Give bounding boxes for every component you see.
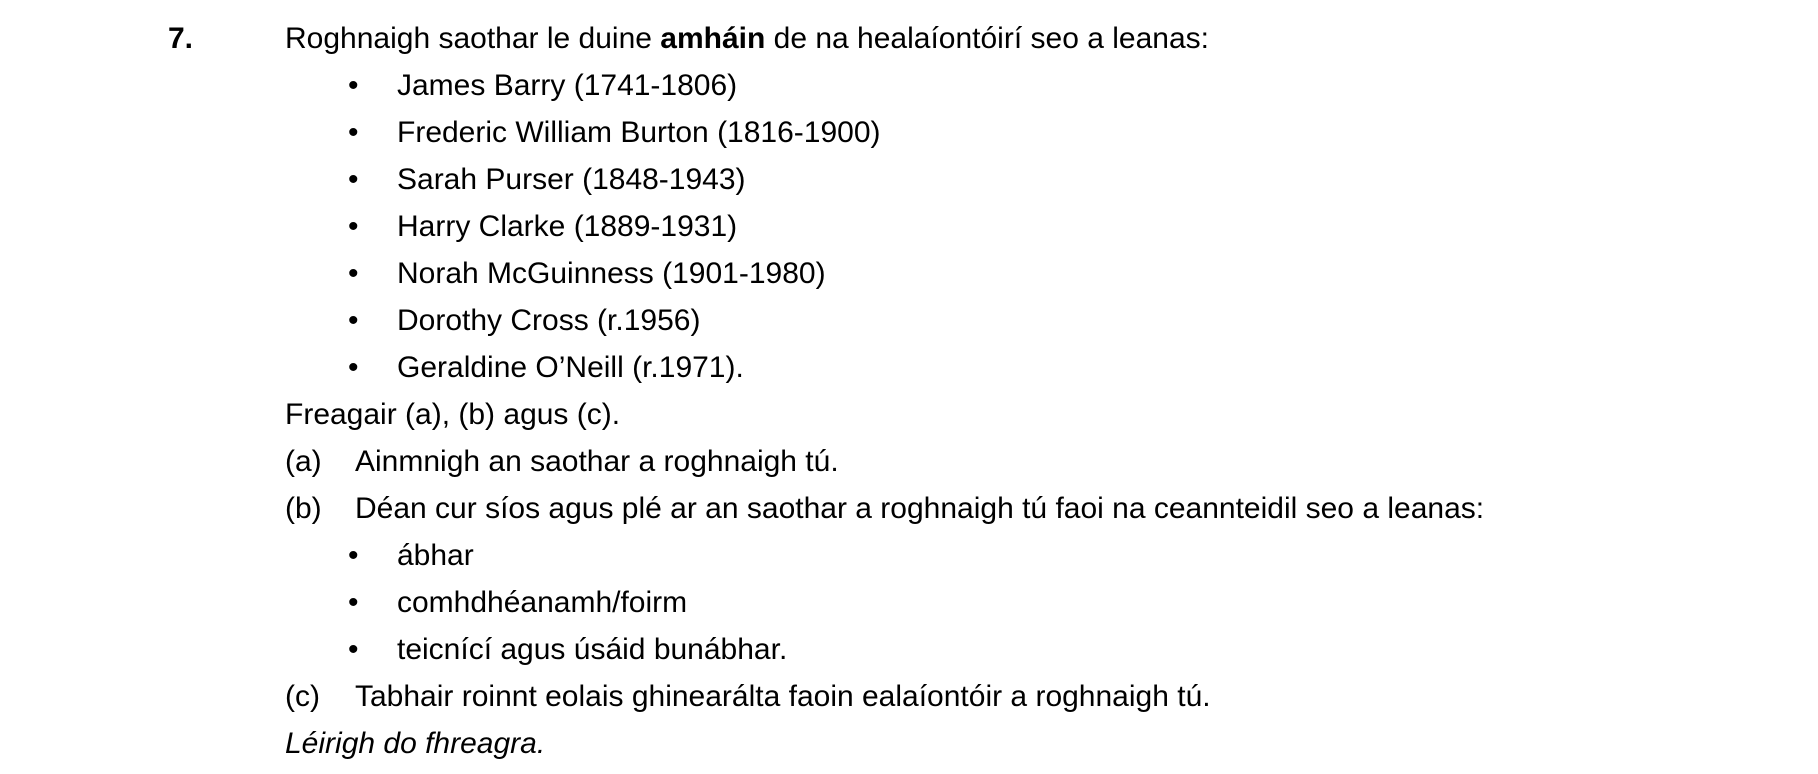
question-body (285, 15, 1728, 767)
artist-name: James Barry (1741-1806) (397, 69, 738, 102)
list-item (285, 626, 1728, 673)
bullet-icon: • (348, 69, 359, 102)
bullet-icon: • (348, 539, 359, 572)
answer-instruction: Freagair (a), (b) agus (c). (285, 398, 621, 431)
bullet-icon: • (348, 163, 359, 196)
artist-name: Sarah Purser (1848-1943) (397, 163, 746, 196)
artist-name: Geraldine O’Neill (r.1971). (397, 351, 744, 384)
heading-item: teicnící agus úsáid bunábhar. (397, 633, 788, 666)
list-item (285, 297, 1728, 344)
list-item (285, 344, 1728, 391)
intro-text-bold: amháin (660, 22, 766, 55)
list-item (285, 156, 1728, 203)
heading-item: comhdhéanamh/foirm (397, 586, 688, 619)
part-a-text: Ainmnigh an saothar a roghnaigh tú. (355, 445, 839, 478)
bullet-icon: • (348, 210, 359, 243)
part-a (285, 438, 1728, 485)
artist-name: Frederic William Burton (1816-1900) (397, 116, 881, 149)
bullet-icon: • (348, 304, 359, 337)
heading-list (285, 532, 1728, 673)
bullet-icon: • (348, 586, 359, 619)
list-item (285, 579, 1728, 626)
bullet-icon: • (348, 116, 359, 149)
list-item (285, 109, 1728, 156)
artist-name: Harry Clarke (1889-1931) (397, 210, 738, 243)
bullet-icon: • (348, 257, 359, 290)
intro-text-post: de na healaíontóirí seo a leanas: (765, 22, 1209, 55)
heading-item: ábhar (397, 539, 474, 572)
list-item (285, 532, 1728, 579)
question-number: 7. (168, 22, 194, 55)
bullet-icon: • (348, 351, 359, 384)
artist-name: Norah McGuinness (1901-1980) (397, 257, 826, 290)
question-intro (285, 15, 1728, 62)
closing-instruction: Léirigh do fhreagra. (285, 727, 546, 760)
list-item (285, 62, 1728, 109)
exam-question-7 (168, 0, 1728, 767)
part-b-label: (b) (285, 492, 322, 525)
part-a-label: (a) (285, 445, 322, 478)
part-c (285, 673, 1728, 720)
part-b-text: Déan cur síos agus plé ar an saothar a roghnaigh tú faoi na ceannteidil seo a leanas: (355, 492, 1485, 525)
part-c-text: Tabhair roinnt eolais ghinearálta faoin ealaíontóir a roghnaigh tú. (355, 680, 1211, 713)
artist-list (285, 62, 1728, 391)
question-row (168, 15, 1728, 767)
intro-text-pre: Roghnaigh saothar le duine (285, 22, 661, 55)
list-item (285, 203, 1728, 250)
part-b (285, 485, 1728, 532)
list-item (285, 250, 1728, 297)
artist-name: Dorothy Cross (r.1956) (397, 304, 701, 337)
bullet-icon: • (348, 633, 359, 666)
part-c-label: (c) (285, 680, 320, 713)
